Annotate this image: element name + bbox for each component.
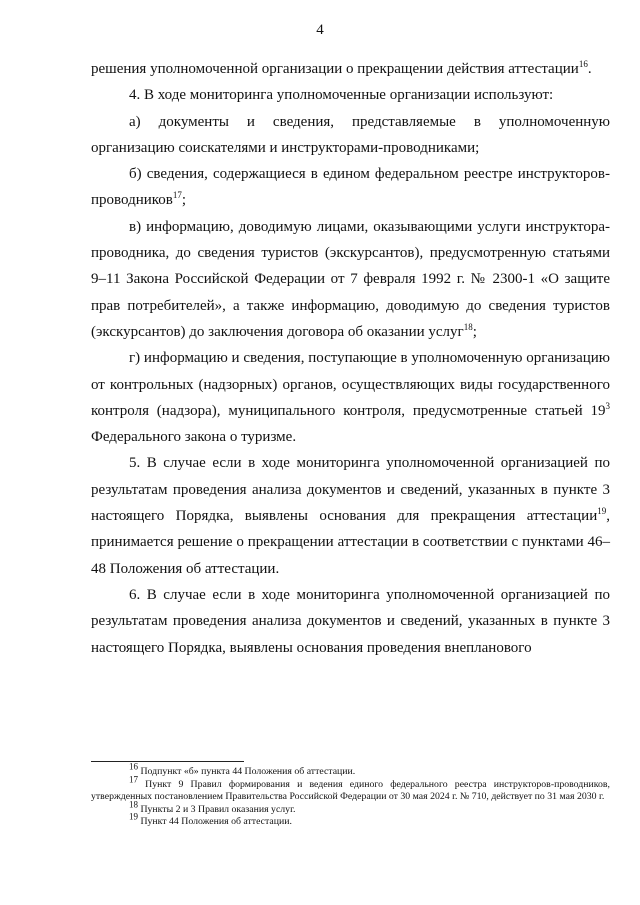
- footnote-ref: 3: [605, 400, 610, 411]
- footnote: [91, 812, 610, 829]
- footnote: [91, 761, 610, 779]
- footnote-mark: 19: [129, 812, 138, 823]
- document-body: [91, 56, 610, 661]
- paragraph-text: в) информацию, доводимую лицами, оказывающими услуги инструктора-проводника, до сведения туристов (экскурсантов), предусмотренную статьями 9–11 Закона Российской Федерации от 7 февраля 1992 г. № 2300-1 «О защите прав потребителей», а также информацию, доводимую до сведения туристов (экскурсантов) до заключения договора об оказании услуг: [91, 218, 610, 340]
- paragraph: [91, 109, 610, 162]
- footnote-mark: 17: [129, 774, 138, 785]
- paragraph-text: решения уполномоченной организации о прекращении действия аттестации: [91, 61, 579, 77]
- footnote-mark: 18: [129, 799, 138, 810]
- footnote-text: Пункт 44 Положения об аттестации.: [138, 816, 292, 828]
- paragraph-text-tail: , принимается решение о прекращении аттестации в соответствии с пунктами 46–48 Положения об аттестации.: [91, 508, 610, 577]
- paragraph-text: 5. В случае если в ходе мониторинга уполномоченной организацией по результатам проведения анализа документов и сведений, указанных в пункте 3 настоящего Порядка, выявлены основания для прекращения аттестации: [91, 455, 610, 525]
- paragraph: [91, 214, 610, 345]
- paragraph-text: б) сведения, содержащиеся в едином федеральном реестре инструкторов-проводников: [91, 166, 610, 209]
- footnote-divider: [91, 761, 244, 762]
- paragraph: [91, 450, 610, 581]
- footnote: [91, 799, 610, 817]
- paragraph-text-tail: .: [587, 61, 592, 77]
- footnote-ref: 18: [463, 321, 473, 332]
- footnote-text: Пункт 9 Правил формирования и ведения единого федерального реестра инструкторов-проводников, утвержденных постановлением Правительства Российской Федерации от 30 мая 2024 г. № 710, действует по 31 мая 2030 г.: [91, 778, 610, 803]
- paragraph-text: 6. В случае если в ходе мониторинга уполномоченной организацией по результатам проведения анализа документов и сведений, указанных в пункте 3 настоящего Порядка, выявлены основания проведения внепланового: [91, 586, 610, 656]
- footnote-ref: 16: [578, 59, 588, 69]
- footnote-text: Пункты 2 и 3 Правил оказания услуг.: [138, 803, 296, 815]
- paragraph-text: а) документы и сведения, представляемые в уполномоченную организацию соискателями и инструкторами-проводниками;: [91, 113, 610, 156]
- footnotes: [91, 761, 610, 829]
- footnote-text: Подпункт «б» пункта 44 Положения об аттестации.: [138, 766, 356, 777]
- footnote-ref: 19: [597, 506, 607, 517]
- paragraph: [91, 161, 610, 214]
- footnote: [91, 774, 610, 804]
- page-number: 4: [316, 22, 324, 38]
- paragraph-text-tail: ;: [472, 323, 477, 340]
- paragraph-text: 4. В ходе мониторинга уполномоченные организации используют:: [129, 87, 554, 104]
- paragraph: [91, 345, 610, 450]
- paragraph: [91, 56, 610, 82]
- footnote-ref: 17: [172, 190, 182, 201]
- paragraph: [91, 82, 610, 108]
- footnote-mark: 16: [129, 761, 138, 772]
- paragraph-text-tail: ;: [181, 192, 187, 209]
- paragraph: [91, 582, 610, 661]
- paragraph-text: г) информацию и сведения, поступающие в уполномоченную организацию от контрольных (надзорных) органов, осуществляющих виды государственного контроля (надзора), муниципального контроля, предусмотренные статьей 19: [91, 350, 610, 419]
- paragraph-text-tail: Федерального закона о туризме.: [91, 429, 297, 446]
